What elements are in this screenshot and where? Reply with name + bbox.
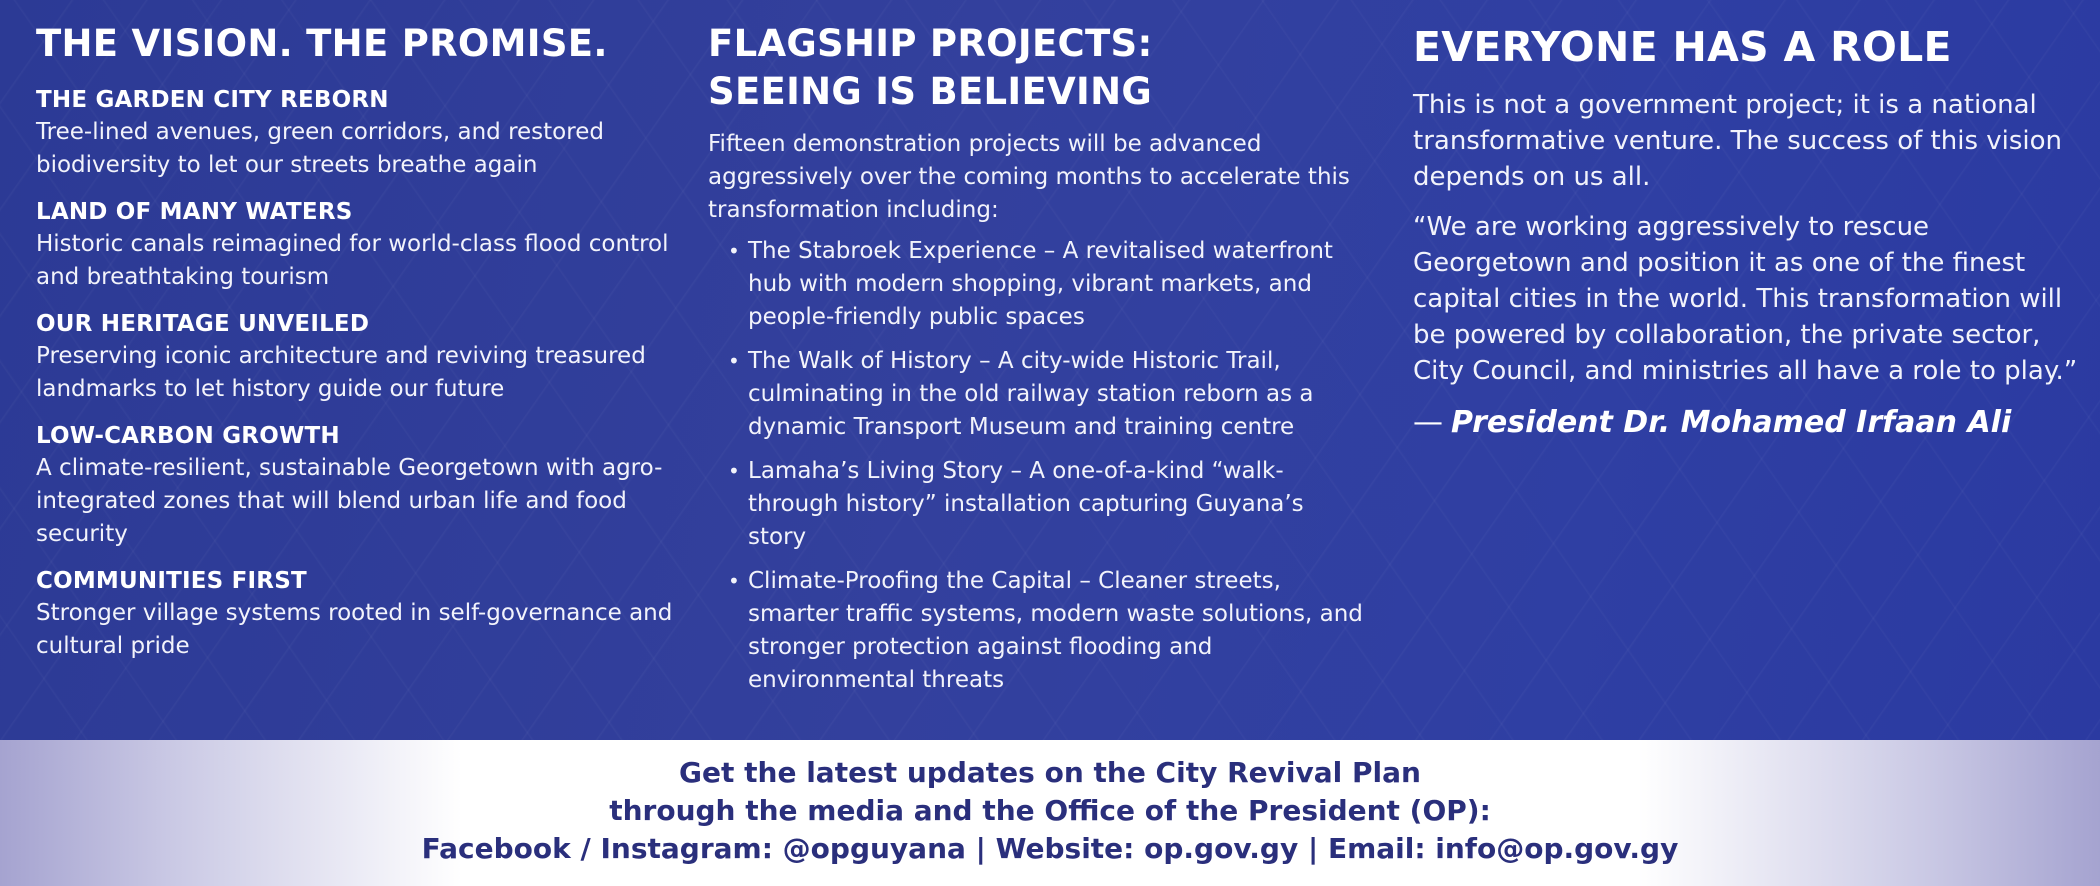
- section-title: OUR HERITAGE UNVEILED: [36, 311, 370, 337]
- footer-banner: [0, 740, 2100, 886]
- section-body: A climate-resilient, sustainable Georgetown with agro-integrated zones that will blend urban life and food security: [36, 455, 663, 547]
- section-title: LOW-CARBON GROWTH: [36, 423, 340, 449]
- footer-line2: through the media and the Office of the President (OP):: [609, 794, 1491, 827]
- section-title: THE GARDEN CITY REBORN: [36, 87, 389, 113]
- vision-heading: THE VISION. THE PROMISE.: [36, 22, 608, 65]
- section-body: Tree-lined avenues, green corridors, and restored biodiversity to let our streets breathe again: [36, 119, 604, 178]
- list-item: [708, 345, 1368, 444]
- bullet-icon: •: [728, 569, 740, 593]
- section-body: Preserving iconic architecture and reviving treasured landmarks to let history guide our future: [36, 343, 646, 402]
- role-paragraph: This is not a government project; it is a national transformative venture. The success of this vision depends on us all.: [1413, 90, 2063, 192]
- vision-section-communities: [36, 565, 686, 663]
- flagship-heading-line2: SEEING IS BELIEVING: [708, 70, 1153, 113]
- flagship-intro: Fifteen demonstration projects will be advanced aggressively over the coming months to accelerate this transformation including:: [708, 131, 1350, 223]
- list-item-text: Climate-Proofing the Capital – Cleaner streets, smarter traffic systems, modern waste solutions, and stronger protection against flooding and environmental threats: [748, 568, 1363, 693]
- footer-line1: Get the latest updates on the City Revival Plan: [679, 756, 1421, 789]
- vision-column: [36, 0, 686, 663]
- section-body: Stronger village systems rooted in self-governance and cultural pride: [36, 600, 673, 659]
- list-item: [708, 455, 1368, 554]
- flagship-column: [708, 0, 1368, 708]
- role-heading: EVERYONE HAS A ROLE: [1413, 23, 1952, 71]
- vision-section-low-carbon: [36, 420, 686, 551]
- section-title: COMMUNITIES FIRST: [36, 568, 307, 594]
- list-item-text: Lamaha’s Living Story – A one-of-a-kind “walk-through history” installation capturing Guyana’s story: [748, 458, 1304, 550]
- president-quote: “We are working aggressively to rescue Georgetown and position it as one of the finest capital cities in the world. This transformation will be powered by collaboration, the private sector, City Council, and ministries all have a role to play.”: [1413, 212, 2078, 386]
- vision-section-many-waters: [36, 196, 686, 294]
- list-item: [708, 565, 1368, 697]
- vision-section-heritage: [36, 308, 686, 406]
- flagship-heading-line1: FLAGSHIP PROJECTS:: [708, 22, 1153, 65]
- flagship-heading: [708, 20, 1368, 116]
- section-body: Historic canals reimagined for world-class flood control and breathtaking tourism: [36, 231, 669, 290]
- list-item: [708, 235, 1368, 334]
- footer-line3: Facebook / Instagram: @opguyana | Website: op.gov.gy | Email: info@op.gov.gy: [421, 832, 1679, 865]
- flagship-list: [708, 235, 1368, 697]
- list-item-text: The Walk of History – A city-wide Historic Trail, culminating in the old railway station reborn as a dynamic Transport Museum and training centre: [748, 348, 1314, 440]
- section-title: LAND OF MANY WATERS: [36, 199, 353, 225]
- list-item-text: The Stabroek Experience – A revitalised waterfront hub with modern shopping, vibrant markets, and people-friendly public spaces: [748, 238, 1333, 330]
- vision-section-garden-city: [36, 84, 686, 182]
- bullet-icon: •: [728, 459, 740, 483]
- bullet-icon: •: [728, 239, 740, 263]
- attribution-name: President Dr. Mohamed Irfaan Ali: [1451, 405, 2012, 440]
- role-column: [1413, 0, 2085, 443]
- attribution-dash: —: [1413, 405, 1443, 440]
- quote-attribution: [1413, 403, 2085, 443]
- bullet-icon: •: [728, 349, 740, 373]
